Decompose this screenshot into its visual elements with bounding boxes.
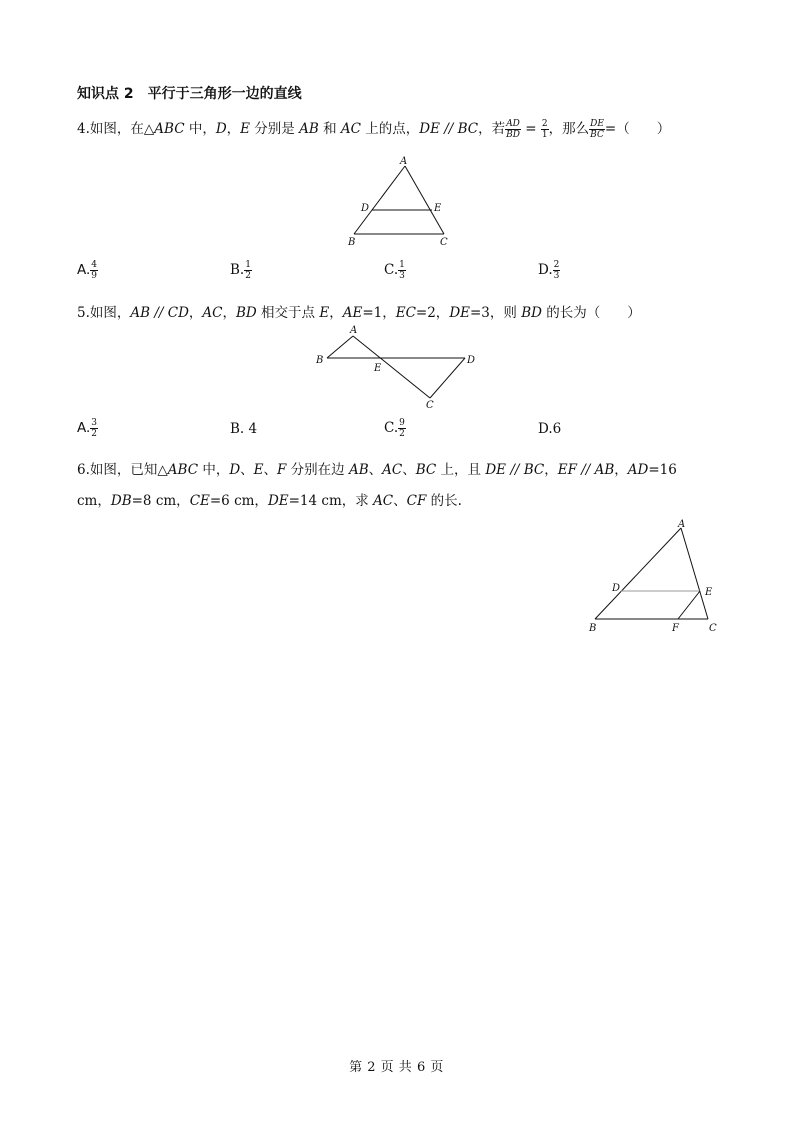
page-footer: 第 2 页 共 6 页 [349, 1060, 444, 1075]
point-label-a: A [678, 519, 686, 530]
q6-triangle-figure [585, 515, 725, 637]
question-number: 4. [77, 121, 90, 137]
q4-option-a[interactable]: A. $\frac{4}{9}$ [77, 260, 98, 281]
point-label-b: B [316, 355, 324, 366]
q5-figure [310, 322, 490, 414]
point-label-f: F [672, 623, 679, 634]
point-label-d: D [361, 203, 370, 214]
question-6-text-line-1: 6.如图，已知△ABC 中，D、E、F 分别在边 AB、AC、BC 上，且 DE // BC，EF // AB，AD=16 [77, 462, 677, 478]
segment-ef [678, 591, 700, 619]
point-label-e: E [434, 203, 442, 214]
segment-ac [681, 528, 708, 619]
point-label-d: D [612, 583, 621, 594]
question-number: 5. [77, 305, 90, 321]
q5-option-c[interactable]: C. $\frac{9}{2}$ [384, 418, 405, 439]
point-label-c: C [440, 237, 448, 248]
point-label-b: B [348, 237, 356, 248]
segment-ac [405, 166, 444, 234]
point-label-e: E [374, 363, 382, 374]
question-6-text-line-2: cm，DB=8 cm，CE=6 cm，DE=14 cm，求 AC、CF 的长. [77, 493, 462, 509]
q4-option-c[interactable]: C. $\frac{1}{3}$ [384, 260, 405, 281]
segment-ab [354, 166, 405, 234]
point-label-c: C [709, 623, 717, 634]
point-label-d: D [467, 355, 476, 366]
question-5-text: 5.如图，AB // CD，AC，BD 相交于点 E，AE=1，EC=2，DE=3，则 BD 的长为（ ） [77, 305, 641, 321]
segment-cd [430, 358, 465, 398]
q4-option-b[interactable]: B. $\frac{1}{2}$ [230, 260, 251, 281]
q4-triangle-figure [340, 152, 460, 252]
q4-option-d[interactable]: D. $\frac{2}{3}$ [538, 260, 560, 281]
segment-ac [353, 336, 430, 398]
fraction: $\frac{AD}{BD}$ [506, 119, 520, 140]
fraction: $\frac{2}{1}$ [541, 119, 548, 140]
q5-option-a[interactable]: A. $\frac{3}{2}$ [77, 418, 98, 439]
point-label-e: E [705, 587, 713, 598]
point-label-a: A [400, 156, 408, 167]
fraction: $\frac{DE}{BC}$ [590, 119, 604, 140]
segment-ab [595, 528, 681, 619]
point-label-c: C [426, 400, 434, 411]
question-4-text: 4.如图，在△ABC 中，D，E 分别是 AB 和 AC 上的点，DE // BC，若 $\frac{AD}{BD}$ = $\frac{2}{1}$ ，那么 $\frac{DE}{BC}$ =（ ） [77, 119, 671, 140]
question-number: 6. [77, 462, 90, 478]
point-label-a: A [350, 325, 358, 336]
point-label-b: B [589, 623, 597, 634]
q5-option-b[interactable]: B. 4 [230, 421, 258, 437]
segment-ab [327, 336, 353, 358]
section-title: 知识点 2 平行于三角形一边的直线 [77, 86, 302, 102]
q5-option-d[interactable]: D.6 [538, 421, 562, 437]
